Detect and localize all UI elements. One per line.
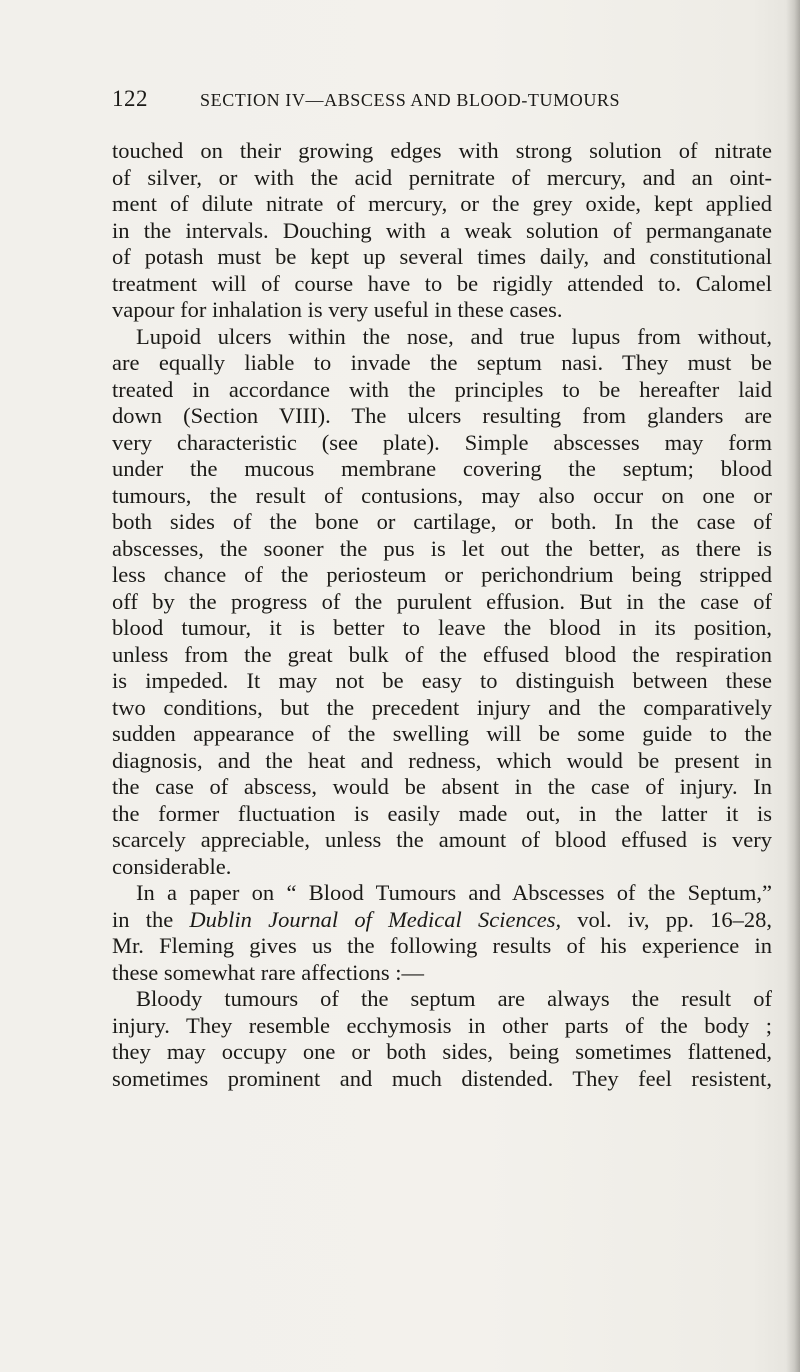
page-edge-shadow (786, 0, 800, 1372)
text-line: In a paper on “ Blood Tumours and Abscesses of the Septum,” (136, 880, 772, 905)
text-line: unless from the great bulk of the effused blood the respiration (112, 641, 772, 667)
text-line: they may occupy one or both sides, being sometimes flattened, (112, 1039, 772, 1064)
citation-line (112, 907, 772, 934)
text-line: in the intervals. Douching with a weak solution of permanganate (112, 217, 772, 243)
text-line: under the mucous membrane covering the septum; blood (112, 456, 772, 481)
text-line: are equally liable to invade the septum nasi. They must be (112, 350, 772, 375)
citation-lead: in the (112, 906, 190, 932)
page-header (112, 86, 732, 118)
text-line: is impeded. It may not be easy to distinguish between these (112, 668, 772, 693)
text-line: blood tumour, it is better to leave the blood in its position, (112, 615, 772, 640)
citation-details: vol. iv, pp. 16–28, (561, 906, 772, 932)
text-line: of silver, or with the acid pernitrate of mercury, and an oint- (112, 164, 772, 190)
journal-title: Dublin Journal of Medical Sciences, (189, 906, 562, 932)
body-text (112, 138, 772, 1092)
text-line: considerable. (112, 853, 232, 879)
text-line: treatment will of course have to be rigidly attended to. Calomel (112, 270, 772, 296)
text-line: scarcely appreciable, unless the amount of blood effused is very (112, 827, 772, 852)
text-line: off by the progress of the purulent effusion. But in the case of (112, 588, 772, 614)
text-line: tumours, the result of contusions, may also occur on one or (112, 482, 772, 508)
text-line: these somewhat rare affections :— (112, 959, 424, 985)
text-line: sometimes prominent and much distended. They feel resistent, (112, 1065, 772, 1091)
text-line: of potash must be kept up several times daily, and constitutional (112, 244, 772, 269)
text-line: two conditions, but the precedent injury and the comparatively (112, 694, 772, 720)
text-line: down (Section VIII). The ulcers resulting from glanders are (112, 403, 772, 428)
text-line: Bloody tumours of the septum are always the result of (136, 986, 772, 1011)
text-line: the case of abscess, would be absent in the case of injury. In (112, 774, 772, 799)
running-head: SECTION IV—ABSCESS AND BLOOD-TUMOURS (200, 90, 621, 110)
text-line: both sides of the bone or cartilage, or both. In the case of (112, 509, 772, 534)
text-line: injury. They resemble ecchymosis in other parts of the body ; (112, 1012, 772, 1038)
text-line: the former fluctuation is easily made out, in the latter it is (112, 800, 772, 826)
text-line: vapour for inhalation is very useful in these cases. (112, 297, 563, 322)
text-line: ment of dilute nitrate of mercury, or the grey oxide, kept applied (112, 191, 772, 216)
text-line: very characteristic (see plate). Simple abscesses may form (112, 429, 772, 455)
text-line: treated in accordance with the principles to be hereafter laid (112, 376, 772, 402)
text-line: Mr. Fleming gives us the following results of his experience in (112, 933, 772, 958)
text-line: less chance of the periosteum or perichondrium being stripped (112, 562, 772, 587)
text-line: Lupoid ulcers within the nose, and true lupus from without, (136, 323, 772, 349)
text-line: sudden appearance of the swelling will be some guide to the (112, 721, 772, 746)
page-number: 122 (112, 86, 148, 111)
text-line: touched on their growing edges with strong solution of nitrate (112, 138, 772, 163)
text-line: diagnosis, and the heat and redness, which would be present in (112, 747, 772, 773)
text-line: abscesses, the sooner the pus is let out the better, as there is (112, 535, 772, 561)
